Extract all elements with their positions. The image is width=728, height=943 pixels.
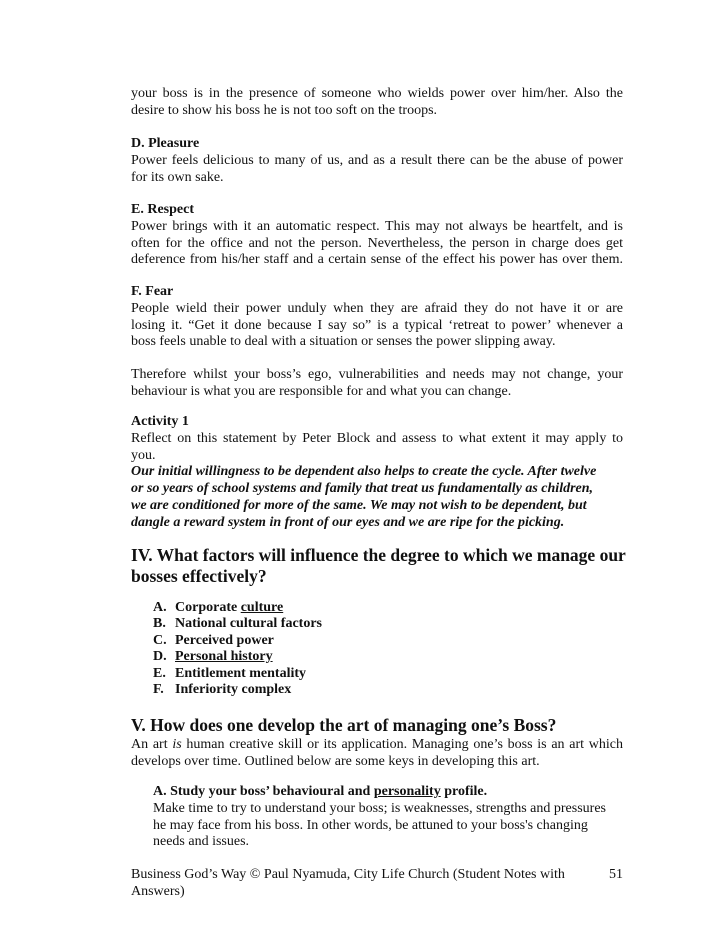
fear-line-1: People wield their power unduly when they are afraid they do not have it or are [131,300,623,316]
section-5-title [131,715,623,736]
section-4-title [131,545,626,587]
culture-link[interactable]: culture [240,600,284,615]
fear-line-2: losing it. “Get it done because I say so” is a typical ‘retreat to power’ whenever a [131,317,623,333]
section-5-line-2: develops over time. Outlined below are some keys in developing this art. [131,753,540,769]
activity-heading: Activity 1 [131,414,189,429]
intro-line-1: your boss is in the presence of someone who wields power over him/her. Also the [131,86,623,101]
study-boss-subsection [153,784,623,851]
therefore-line-1: Therefore whilst your boss’s ego, vulnerabilities and needs may not change, your [131,367,623,382]
section-5-paragraph [131,737,623,771]
page-number: 51 [609,867,623,882]
activity-quote-4: dangle a reward system in front of our eyes and we are ripe for the picking. [131,514,565,530]
study-boss-heading [153,784,623,801]
therefore-paragraph [131,367,623,401]
list-marker: F. [153,682,164,698]
section-5-line-1-is: is [172,737,182,752]
footer-line-1: Business God’s Way © Paul Nyamuda, City Life Church (Student Notes with [131,867,565,882]
respect-heading: E. Respect [131,202,194,217]
activity-quote-1: Our initial willingness to be dependent also helps to create the cycle. After twelve [131,464,597,480]
activity-quote-3: we are conditioned for more of the same. We may not wish to be dependent, but [131,497,587,513]
section-5-title-line: V. How does one develop the art of managing one’s Boss? [131,715,557,735]
fear-heading: F. Fear [131,284,174,299]
respect-section [131,202,623,269]
respect-line-2: often for the office and not the person. Nevertheless, the person in charge does get [131,235,623,251]
list-marker: D. [153,649,167,665]
list-marker: A. [153,600,167,615]
personal-history-link[interactable]: Personal history [175,649,273,665]
list-item [153,682,553,698]
pleasure-line-2: for its own sake. [131,169,224,185]
activity-section [131,414,623,532]
pleasure-section [131,136,623,186]
fear-line-3: boss feels unable to deal with a situation or senses the power slipping away. [131,334,556,350]
intro-paragraph [131,86,623,120]
list-item-text: Corporate [175,600,241,615]
section-4-title-line-2: bosses effectively? [131,566,267,586]
study-boss-line-3: needs and issues. [153,834,250,850]
list-item-text: Perceived power [175,632,274,648]
pleasure-line-1: Power feels delicious to many of us, and as a result there can be the abuse of power [131,152,623,168]
factors-list [153,600,553,698]
study-boss-line-2: he may face from his boss. In other words, be attuned to your boss's changing [153,817,588,833]
section-4-title-line-1: IV. What factors will influence the degree to which we manage our [131,545,626,565]
section-5-line-1-a: An art [131,737,173,752]
list-item [153,649,553,665]
list-item-text: Entitlement mentality [175,665,307,681]
list-item-text: National cultural factors [175,616,322,632]
list-item [153,666,553,682]
list-item [153,633,553,649]
intro-line-2: desire to show his boss he is not too soft on the troops. [131,102,438,118]
list-marker: C. [153,632,167,648]
personality-link[interactable]: personality [373,784,441,799]
list-marker: E. [153,665,166,681]
study-boss-heading-a: A. Study your boss’ behavioural and [153,784,374,799]
footer-line-2: Answers) [131,884,185,899]
activity-line-1: Reflect on this statement by Peter Block and assess to what extent it may apply to [131,430,623,446]
page-footer [131,866,623,900]
activity-quote-2: or so years of school systems and family that treat us fundamentally as children, [131,481,594,497]
study-boss-line-1: Make time to try to understand your boss; is weaknesses, strengths and pressures [153,800,606,816]
fear-section [131,284,623,351]
list-item [153,616,553,632]
list-item-text: Inferiority complex [175,682,292,698]
respect-line-3: deference from his/her staff and a certain sense of the effect his power has over them. [131,252,623,268]
pleasure-heading: D. Pleasure [131,136,200,151]
respect-line-1: Power brings with it an automatic respect. This may not always be heartfelt, and is [131,218,623,234]
therefore-line-2: behaviour is what you are responsible for and what you can change. [131,383,512,399]
study-boss-heading-b: profile. [440,784,488,799]
list-marker: B. [153,616,166,632]
section-5-line-1-b: human creative skill or its application. Managing one’s boss is an art which [181,737,623,752]
list-item [153,600,553,616]
section-5-line-1 [131,737,623,754]
activity-line-2: you. [131,447,156,463]
